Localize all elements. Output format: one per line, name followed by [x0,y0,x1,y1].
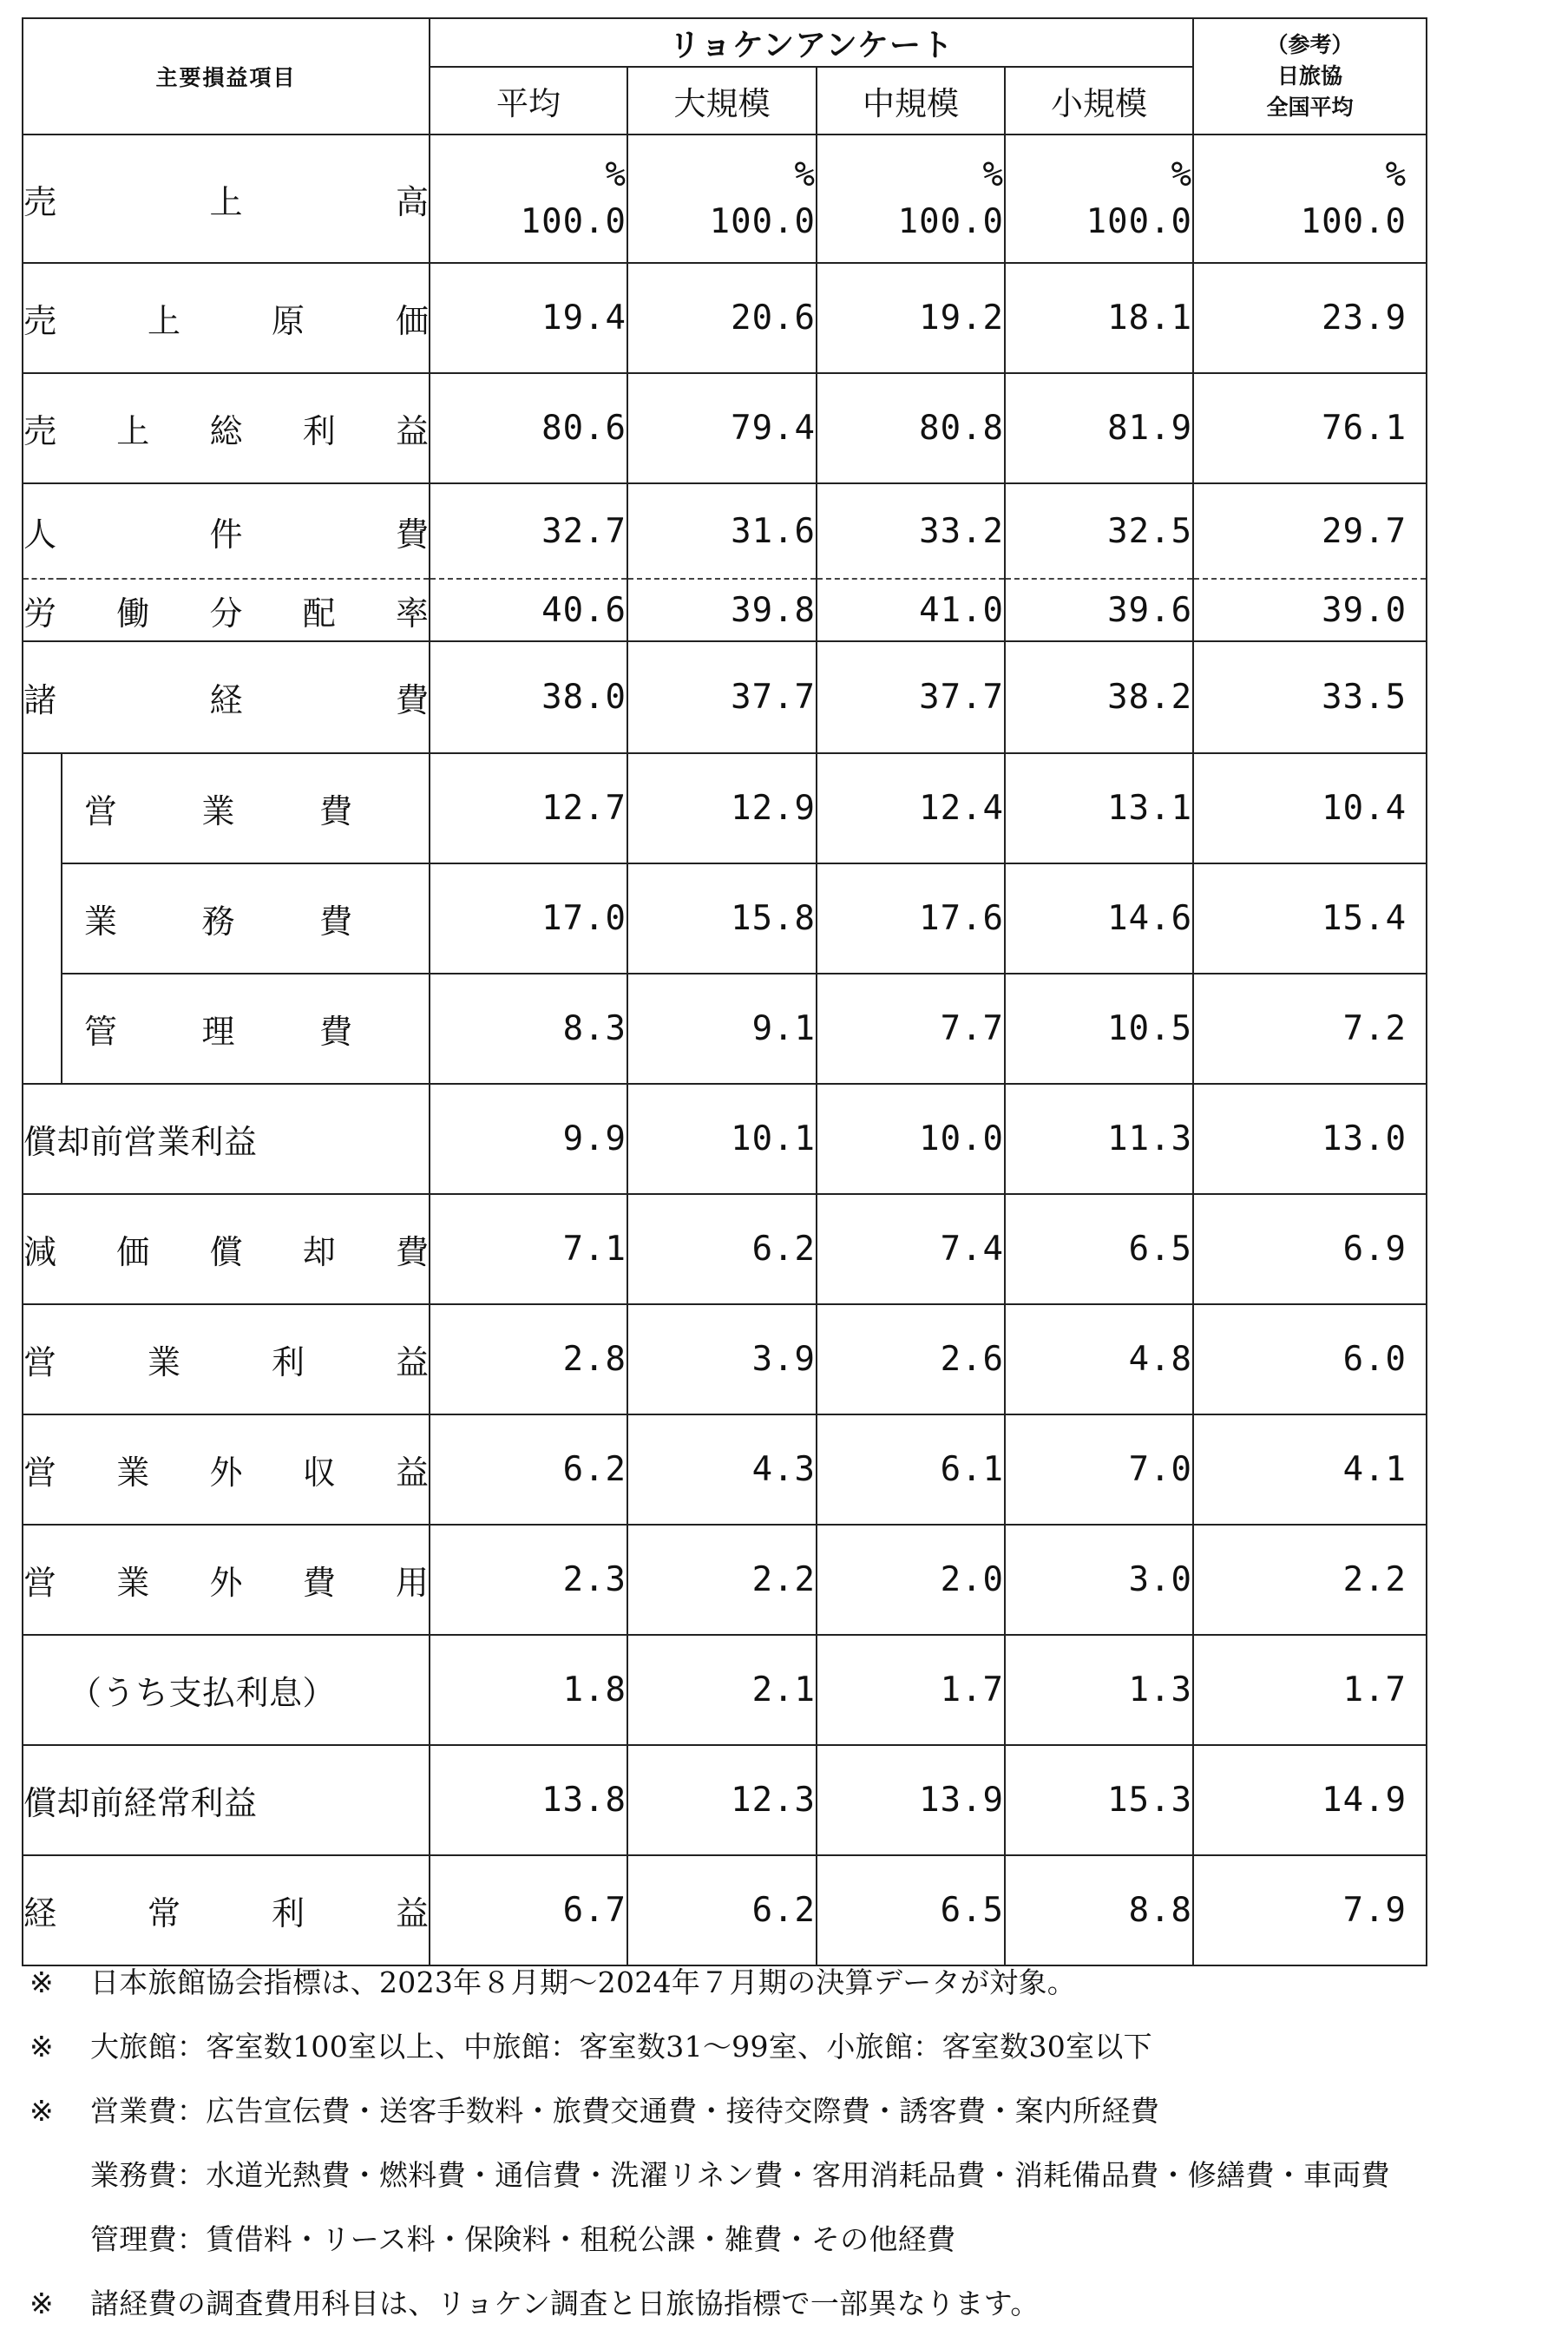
unit-label: % [1385,155,1407,194]
note-mark: ※ [30,2030,54,2064]
footnote-continuation [30,2208,1390,2272]
cell-value [1005,135,1193,263]
footnotes [30,1951,1390,2336]
header-item: 主要損益項目 [23,18,430,135]
row-label: 労働分配率 [23,579,430,641]
value-text: 100.0 [897,202,1005,241]
row-label: 諸経費 [23,641,430,753]
table-row [23,135,1427,263]
footnote [30,2015,1390,2079]
cell-value: 29.7 [1193,483,1427,579]
cell-value: 8.8 [1005,1855,1193,1965]
cell-value [627,135,817,263]
header-small: 小規模 [1005,67,1193,135]
unit-label: % [794,155,817,194]
cell-value: 1.8 [430,1635,627,1745]
cell-value: 17.0 [430,863,627,974]
cell-value: 10.5 [1005,974,1193,1084]
note-text: 日本旅館協会指標は、2023年８月期～2024年７月期の決算データが対象。 [90,1965,1077,1999]
cell-value [1193,135,1427,263]
cell-value: 12.9 [627,753,817,863]
cell-value: 2.0 [817,1525,1005,1635]
cell-value: 32.5 [1005,483,1193,579]
cell-value: 40.6 [430,579,627,641]
cell-value: 2.8 [430,1304,627,1414]
cell-value: 2.2 [1193,1525,1427,1635]
cell-value: 12.4 [817,753,1005,863]
header-reference-line2: 日旅協 [1277,63,1343,89]
cell-value: 1.7 [817,1635,1005,1745]
value-text: 100.0 [520,202,627,241]
cell-value: 13.9 [817,1745,1005,1855]
table-row [23,974,1427,1084]
cell-value: 2.1 [627,1635,817,1745]
cell-value: 2.6 [817,1304,1005,1414]
cell-value: 6.9 [1193,1194,1427,1304]
value-text: 100.0 [1086,202,1193,241]
row-label: 売上原価 [23,263,430,373]
unit-label: % [605,155,627,194]
cell-value: 41.0 [817,579,1005,641]
table-row [23,1414,1427,1525]
cell-value: 6.2 [627,1855,817,1965]
cell-value: 10.1 [627,1084,817,1194]
table-row [23,1745,1427,1855]
cell-value: 8.3 [430,974,627,1084]
cell-value: 12.3 [627,1745,817,1855]
cell-value: 7.9 [1193,1855,1427,1965]
cell-value: 81.9 [1005,373,1193,483]
cell-value: 13.0 [1193,1084,1427,1194]
header-survey-group: リョケンアンケート [430,18,1193,67]
cell-value: 2.2 [627,1525,817,1635]
cell-value: 12.7 [430,753,627,863]
table-row [23,1194,1427,1304]
row-label: 業務費 [62,863,430,974]
table-row [23,1525,1427,1635]
cell-value: 38.2 [1005,641,1193,753]
note-text: 大旅館：客室数100室以上、中旅館：客室数31～99室、小旅館：客室数30室以下 [90,2030,1152,2064]
row-label: （うち支払利息） [23,1635,430,1745]
row-label: 償却前営業利益 [23,1084,430,1194]
row-label: 償却前経常利益 [23,1745,430,1855]
table-row [23,483,1427,579]
header-reference [1193,18,1427,135]
cell-value: 13.8 [430,1745,627,1855]
cell-value: 18.1 [1005,263,1193,373]
cell-value: 7.7 [817,974,1005,1084]
cell-value: 80.8 [817,373,1005,483]
cell-value: 20.6 [627,263,817,373]
cell-value: 33.2 [817,483,1005,579]
table-row [23,753,1427,863]
cell-value: 6.5 [1005,1194,1193,1304]
cell-value: 13.1 [1005,753,1193,863]
row-label: 営業外費用 [23,1525,430,1635]
cell-value: 1.7 [1193,1635,1427,1745]
note-text: 業務費：水道光熱費・燃料費・通信費・洗濯リネン費・客用消耗品費・消耗備品費・修繕費・車両費 [90,2158,1390,2192]
footnote-continuation [30,2143,1390,2208]
value-text: 100.0 [709,202,817,241]
cell-value: 32.7 [430,483,627,579]
note-text: 管理費：賃借料・リース料・保険料・租税公課・雑費・その他経費 [90,2222,956,2256]
unit-label: % [1171,155,1193,194]
cell-value: 4.8 [1005,1304,1193,1414]
table-row [23,863,1427,974]
cell-value: 9.9 [430,1084,627,1194]
cell-value: 7.1 [430,1194,627,1304]
row-label: 売上総利益 [23,373,430,483]
note-text: 諸経費の調査費用科目は、リョケン調査と日旅協指標で一部異なります。 [90,2287,1040,2320]
cell-value: 39.0 [1193,579,1427,641]
cell-value: 6.1 [817,1414,1005,1525]
cell-value: 76.1 [1193,373,1427,483]
table-row [23,263,1427,373]
cell-value: 15.8 [627,863,817,974]
table-row [23,641,1427,753]
cell-value: 17.6 [817,863,1005,974]
row-label: 人件費 [23,483,430,579]
cell-value: 38.0 [430,641,627,753]
cell-value: 19.4 [430,263,627,373]
cell-value: 9.1 [627,974,817,1084]
cell-value: 79.4 [627,373,817,483]
table-row [23,1304,1427,1414]
cell-value: 14.9 [1193,1745,1427,1855]
cell-value: 15.3 [1005,1745,1193,1855]
cell-value: 4.1 [1193,1414,1427,1525]
cell-value: 80.6 [430,373,627,483]
table-row [23,1084,1427,1194]
cell-value: 1.3 [1005,1635,1193,1745]
cell-value: 6.0 [1193,1304,1427,1414]
cell-value: 7.2 [1193,974,1427,1084]
cell-value: 3.0 [1005,1525,1193,1635]
row-label: 営業利益 [23,1304,430,1414]
table-row [23,1855,1427,1965]
note-mark: ※ [30,2094,54,2128]
value-text: 100.0 [1300,202,1407,241]
row-label: 営業外収益 [23,1414,430,1525]
cell-value: 31.6 [627,483,817,579]
cell-value: 6.5 [817,1855,1005,1965]
row-label: 経常利益 [23,1855,430,1965]
cell-value [817,135,1005,263]
footnote [30,2272,1390,2336]
header-reference-line3: 全国平均 [1266,95,1354,120]
note-text: 営業費：広告宣伝費・送客手数料・旅費交通費・接待交際費・誘客費・案内所経費 [90,2094,1160,2128]
cell-value: 39.6 [1005,579,1193,641]
cell-value: 11.3 [1005,1084,1193,1194]
cell-value: 7.4 [817,1194,1005,1304]
note-mark: ※ [30,2287,54,2320]
header-large: 大規模 [627,67,817,135]
cell-value: 37.7 [627,641,817,753]
cell-value: 7.0 [1005,1414,1193,1525]
cell-value: 10.4 [1193,753,1427,863]
header-average: 平均 [430,67,627,135]
table-row [23,579,1427,641]
subitem-bracket [23,753,62,1084]
cell-value: 6.7 [430,1855,627,1965]
cell-value: 4.3 [627,1414,817,1525]
unit-label: % [982,155,1005,194]
cell-value: 15.4 [1193,863,1427,974]
cell-value: 10.0 [817,1084,1005,1194]
row-label: 管理費 [62,974,430,1084]
cell-value: 14.6 [1005,863,1193,974]
cell-value: 19.2 [817,263,1005,373]
footnote [30,1951,1390,2015]
header-medium: 中規模 [817,67,1005,135]
cell-value: 2.3 [430,1525,627,1635]
row-label: 売上高 [23,135,430,263]
cell-value [430,135,627,263]
cell-value: 6.2 [627,1194,817,1304]
cell-value: 23.9 [1193,263,1427,373]
cell-value: 3.9 [627,1304,817,1414]
table-row [23,373,1427,483]
header-reference-line1: （参考） [1266,32,1354,57]
row-label: 減価償却費 [23,1194,430,1304]
profit-loss-table [22,17,1427,1966]
note-mark: ※ [30,1965,54,1999]
row-label: 営業費 [62,753,430,863]
cell-value: 6.2 [430,1414,627,1525]
cell-value: 37.7 [817,641,1005,753]
cell-value: 39.8 [627,579,817,641]
cell-value: 33.5 [1193,641,1427,753]
footnote [30,2079,1390,2143]
table-row [23,1635,1427,1745]
